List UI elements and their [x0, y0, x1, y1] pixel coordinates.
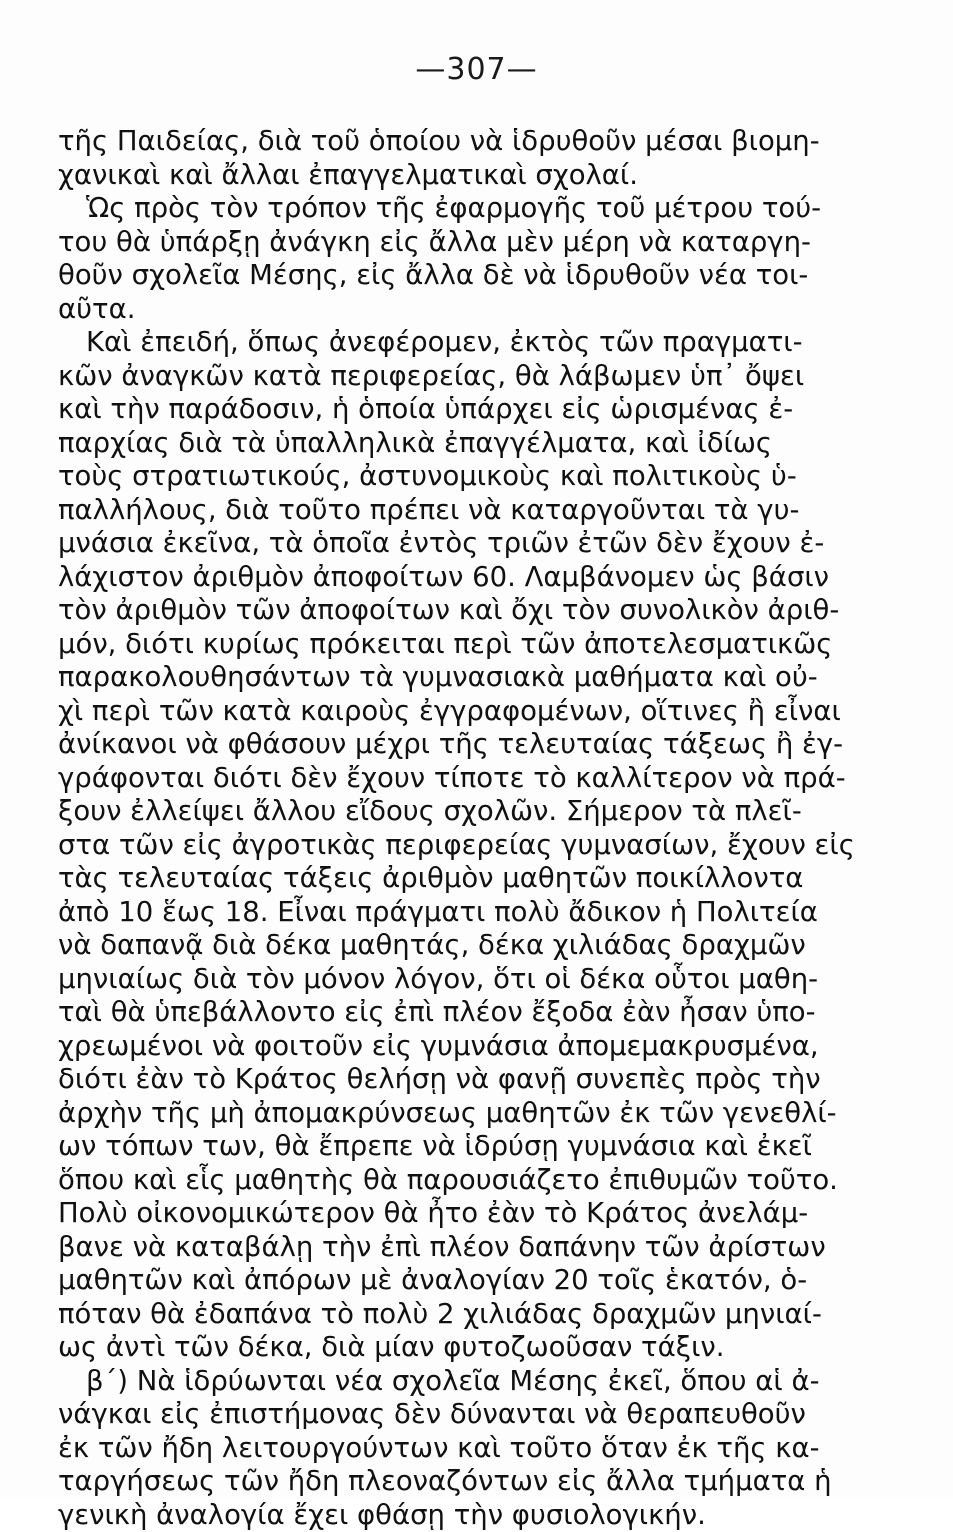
text-line: κῶν ἀναγκῶν κατὰ περιφερείας, θὰ λάβωμεν ὑπ᾽ ὄψει	[58, 360, 858, 394]
text-line: νὰ δαπανᾷ διὰ δέκα μαθητάς, δέκα χιλιάδας δραχμῶν	[58, 929, 858, 963]
text-line: Πολὺ οἰκονομικώτερον θὰ ἦτο ἐὰν τὸ Κράτος ἀνελάμ-	[58, 1197, 858, 1231]
text-line: διότι ἐὰν τὸ Κράτος θελήσῃ νὰ φανῇ συνεπὲς πρὸς τὴν	[58, 1063, 858, 1097]
text-line: παρακολουθησάντων τὰ γυμνασιακὰ μαθήματα καὶ οὐ-	[58, 661, 858, 695]
text-line: παλλήλους, διὰ τοῦτο πρέπει νὰ καταργοῦνται τὰ γυ-	[58, 494, 858, 528]
text-line: γράφονται διότι δὲν ἔχουν τίποτε τὸ καλλίτερον νὰ πρά-	[58, 762, 858, 796]
text-line: τὸν ἀριθμὸν τῶν ἀποφοίτων καὶ ὄχι τὸν συνολικὸν ἀριθ-	[58, 594, 858, 628]
text-line: μαθητῶν καὶ ἀπόρων μὲ ἀναλογίαν 20 τοῖς ἑκατόν, ὁ-	[58, 1264, 858, 1298]
text-line: μνάσια ἐκεῖνα, τὰ ὁποῖα ἐντὸς τριῶν ἐτῶν δὲν ἔχουν ἐ-	[58, 527, 858, 561]
text-line: ἀνίκανοι νὰ φθάσουν μέχρι τῆς τελευταίας τάξεως ἢ ἐγ-	[58, 728, 858, 762]
text-line: λάχιστον ἀριθμὸν ἀποφοίτων 60. Λαμβάνομεν ὡς βάσιν	[58, 561, 858, 595]
body-text	[58, 125, 858, 1532]
paragraph-start-line: Ὡς πρὸς τὸν τρόπον τῆς ἐφαρμογῆς τοῦ μέτρου τού-	[58, 192, 858, 226]
page-number: —307—	[0, 52, 953, 87]
text-line: αῦτα.	[58, 293, 858, 327]
paragraph-start-line: Καὶ ἐπειδή, ὅπως ἀνεφέρομεν, ἐκτὸς τῶν πραγματι-	[58, 326, 858, 360]
text-line: ων τόπων των, θὰ ἔπρεπε νὰ ἱδρύσῃ γυμνάσια καὶ ἐκεῖ	[58, 1130, 858, 1164]
text-line: ξουν ἐλλείψει ἄλλου εἴδους σχολῶν. Σήμερον τὰ πλεῖ-	[58, 795, 858, 829]
text-line: νάγκαι εἰς ἐπιστήμονας δὲν δύνανται νὰ θεραπευθοῦν	[58, 1398, 858, 1432]
text-line: τὰς τελευταίας τάξεις ἀριθμὸν μαθητῶν ποικίλλοντα	[58, 862, 858, 896]
text-line: του θὰ ὑπάρξῃ ἀνάγκη εἰς ἄλλα μὲν μέρη νὰ καταργη-	[58, 226, 858, 260]
text-line: μόν, διότι κυρίως πρόκειται περὶ τῶν ἀποτελεσματικῶς	[58, 628, 858, 662]
text-line: ταργήσεως τῶν ἤδη πλεοναζόντων εἰς ἄλλα τμήματα ἡ	[58, 1465, 858, 1499]
text-line: ἀπὸ 10 ἕως 18. Εἶναι πράγματι πολὺ ἄδικον ἡ Πολιτεία	[58, 896, 858, 930]
text-line: ταὶ θὰ ὑπεβάλλοντο εἰς ἐπὶ πλέον ἔξοδα ἐὰν ἦσαν ὑπο-	[58, 996, 858, 1030]
text-line: παρχίας διὰ τὰ ὑπαλληλικὰ ἐπαγγέλματα, καὶ ἰδίως	[58, 427, 858, 461]
text-line: γενικὴ ἀναλογία ἔχει φθάσῃ τὴν φυσιολογικήν.	[58, 1499, 858, 1532]
text-line: καὶ τὴν παράδοσιν, ἡ ὁποία ὑπάρχει εἰς ὡρισμένας ἐ-	[58, 393, 858, 427]
text-line: χὶ περὶ τῶν κατὰ καιροὺς ἐγγραφομένων, οἵτινες ἢ εἶναι	[58, 695, 858, 729]
text-line: ἐκ τῶν ἤδη λειτουργούντων καὶ τοῦτο ὅταν ἐκ τῆς κα-	[58, 1432, 858, 1466]
text-line: πόταν θὰ ἐδαπάνα τὸ πολὺ 2 χιλιάδας δραχμῶν μηνιαί-	[58, 1298, 858, 1332]
text-line: στα τῶν εἰς ἀγροτικὰς περιφερείας γυμνασίων, ἔχουν εἰς	[58, 829, 858, 863]
text-line: ὅπου καὶ εἷς μαθητὴς θὰ παρουσιάζετο ἐπιθυμῶν τοῦτο.	[58, 1164, 858, 1198]
text-line: θοῦν σχολεῖα Μέσης, εἰς ἄλλα δὲ νὰ ἱδρυθοῦν νέα τοι-	[58, 259, 858, 293]
text-line: χανικαὶ καὶ ἄλλαι ἐπαγγελματικαὶ σχολαί.	[58, 159, 858, 193]
text-line: τῆς Παιδείας, διὰ τοῦ ὁποίου νὰ ἱδρυθοῦν μέσαι βιομη-	[58, 125, 858, 159]
text-line: μηνιαίως διὰ τὸν μόνον λόγον, ὅτι οἱ δέκα οὗτοι μαθη-	[58, 963, 858, 997]
text-line: βανε νὰ καταβάλῃ τὴν ἐπὶ πλέον δαπάνην τῶν ἀρίστων	[58, 1231, 858, 1265]
paragraph-start-line: β´) Νὰ ἱδρύωνται νέα σχολεῖα Μέσης ἐκεῖ, ὅπου αἱ ἀ-	[58, 1365, 858, 1399]
text-line: ως ἀντὶ τῶν δέκα, διὰ μίαν φυτοζωοῦσαν τάξιν.	[58, 1331, 858, 1365]
text-line: χρεωμένοι νὰ φοιτοῦν εἰς γυμνάσια ἀπομεμακρυσμένα,	[58, 1030, 858, 1064]
text-line: ἀρχὴν τῆς μὴ ἀπομακρύνσεως μαθητῶν ἐκ τῶν γενεθλί-	[58, 1097, 858, 1131]
text-line: τοὺς στρατιωτικούς, ἀστυνομικοὺς καὶ πολιτικοὺς ὑ-	[58, 460, 858, 494]
